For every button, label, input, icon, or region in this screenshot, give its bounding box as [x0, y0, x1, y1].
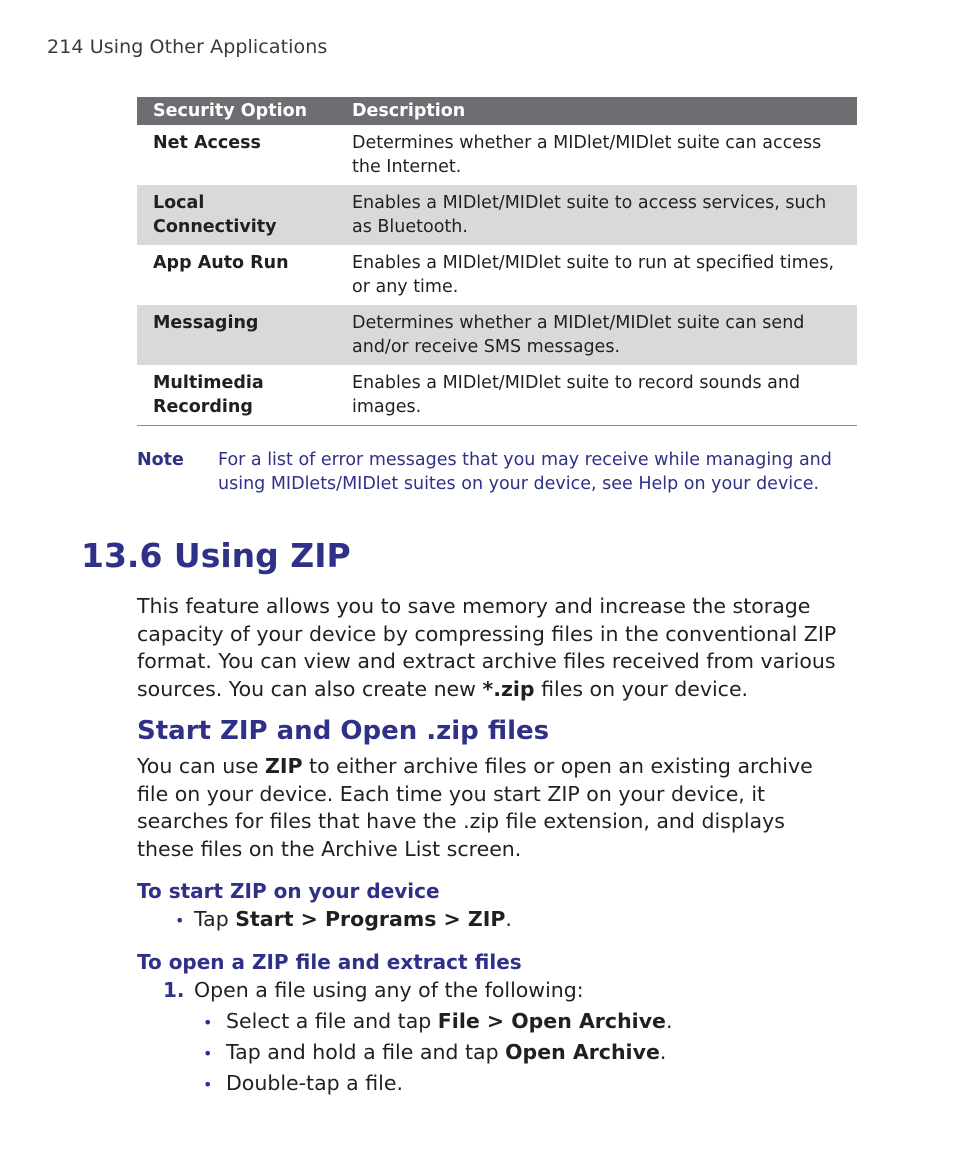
option-cell: Multimedia Recording	[137, 365, 335, 426]
section-title: 13.6 Using ZIP	[81, 536, 351, 575]
option-cell: Net Access	[153, 133, 261, 153]
bullet-marker: •	[203, 1013, 213, 1032]
bullet-text: Tap and hold a file and tap	[226, 1040, 506, 1064]
list-item: Open a file using any of the following:	[194, 978, 584, 1002]
subsection-text-end: to either archive files or open an existing archive file on your device. Each time you start ZIP on your device, it searches for files that have the .zip file extension, and displays these files on the Archive List screen.	[137, 754, 813, 861]
bullet-text: Double-tap a file.	[226, 1071, 403, 1095]
step-text-end: .	[505, 907, 512, 931]
option-cell: Local Connectivity	[137, 185, 335, 245]
procedure-title-open-zip: To open a ZIP file and extract files	[137, 950, 522, 974]
note-text: For a list of error messages that you may receive while managing and using MIDlets/MIDlet suites on your device, see Help on your device.	[218, 450, 832, 494]
option-cell: Messaging	[137, 305, 335, 365]
table-row	[137, 365, 857, 426]
table-row	[137, 245, 857, 305]
bullet-text-end: .	[665, 1009, 673, 1033]
table-header-row	[137, 97, 857, 125]
bullet-bold: File > Open Archive	[437, 1009, 666, 1033]
description-cell: Determines whether a MIDlet/MIDlet suite can send and/or receive SMS messages.	[335, 305, 857, 365]
page-header: 214 Using Other Applications	[47, 36, 328, 58]
subsection-paragraph	[137, 753, 847, 863]
bullet-text-end: .	[659, 1040, 667, 1064]
subsection-text: You can use	[137, 754, 265, 778]
list-item	[226, 1070, 403, 1097]
step-number: 1.	[163, 978, 185, 1002]
option-cell: App Auto Run	[153, 253, 289, 273]
bullet-marker: •	[203, 1075, 213, 1094]
list-item	[226, 1039, 666, 1066]
bullet-marker: •	[203, 1044, 213, 1063]
intro-text-end: files on your device.	[534, 676, 749, 701]
table-row	[137, 305, 857, 365]
table-row	[137, 185, 857, 245]
step-text: Tap	[194, 907, 236, 931]
description-cell: Determines whether a MIDlet/MIDlet suite can access the Internet.	[352, 133, 822, 177]
subsection-bold: ZIP	[265, 754, 303, 778]
bullet-marker: •	[175, 911, 185, 930]
procedure-title-start-zip: To start ZIP on your device	[137, 879, 440, 903]
list-item	[226, 1008, 673, 1035]
description-cell: Enables a MIDlet/MIDlet suite to access services, such as Bluetooth.	[335, 185, 857, 245]
list-item	[194, 906, 512, 933]
intro-bold: *.zip	[482, 676, 535, 701]
table-row	[137, 125, 857, 185]
column-header-description: Description	[335, 97, 857, 125]
column-header-option: Security Option	[137, 97, 335, 125]
security-options-table	[137, 97, 857, 426]
intro-text: This feature allows you to save memory and increase the storage capacity of your device by compressing files in the conventional ZIP format. You can view and extract archive files received from various sources. You can also create new	[137, 594, 837, 701]
description-cell: Enables a MIDlet/MIDlet suite to run at specified times, or any time.	[352, 253, 835, 297]
bullet-text: Select a file and tap	[226, 1009, 438, 1033]
intro-paragraph	[137, 593, 847, 703]
step-bold: Start > Programs > ZIP	[235, 907, 506, 931]
description-cell: Enables a MIDlet/MIDlet suite to record sounds and images.	[335, 365, 857, 426]
bullet-bold: Open Archive	[505, 1040, 660, 1064]
subsection-title: Start ZIP and Open .zip files	[137, 716, 550, 746]
note-label: Note	[137, 450, 184, 470]
